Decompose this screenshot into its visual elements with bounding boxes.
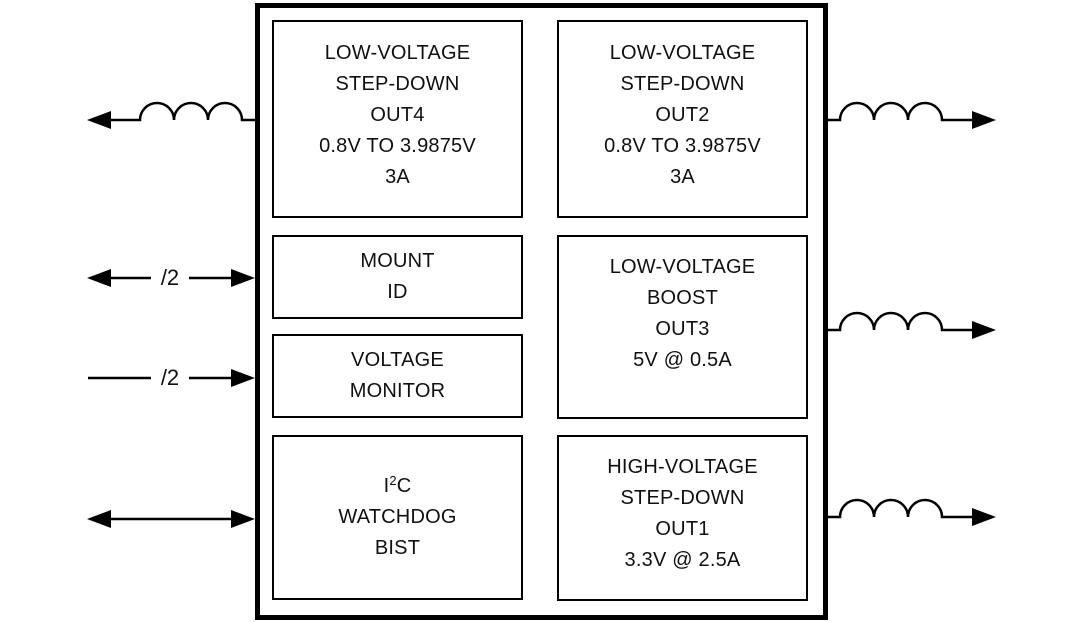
out1-inductor-wire xyxy=(828,492,998,542)
voltage-monitor-input-wire xyxy=(85,353,256,403)
block-boost-out3-line: BOOST xyxy=(646,287,718,309)
block-i2c-watchdog-bist xyxy=(272,435,523,600)
block-i2c-line: WATCHDOG xyxy=(338,506,457,528)
block-mount-id xyxy=(272,235,523,319)
mount-id-bus-wire xyxy=(85,253,256,303)
inductor-coil-icon xyxy=(828,103,972,120)
block-out2 xyxy=(557,20,808,218)
block-out4-line: STEP-DOWN xyxy=(335,72,460,95)
arrowhead-right-icon xyxy=(972,508,996,526)
block-out4-line: 3A xyxy=(385,165,410,188)
block-out2-line: LOW-VOLTAGE xyxy=(609,41,756,64)
inductor-coil-icon xyxy=(111,103,256,120)
block-boost-out3-line: LOW-VOLTAGE xyxy=(609,256,756,278)
block-out2-line: 0.8V TO 3.9875V xyxy=(604,134,761,157)
out3-inductor-wire xyxy=(828,305,998,355)
out2-inductor-wire xyxy=(828,95,998,145)
out4-inductor-wire xyxy=(85,95,256,145)
block-voltage-monitor xyxy=(272,334,523,418)
block-out1-line: HIGH-VOLTAGE xyxy=(607,456,758,478)
block-boost-out3-line: OUT3 xyxy=(655,318,710,340)
arrowhead-right-icon xyxy=(231,369,255,387)
block-i2c-line: BIST xyxy=(374,537,421,559)
block-out1-line: STEP-DOWN xyxy=(620,487,745,509)
block-out1-line: OUT1 xyxy=(655,518,710,540)
block-out4-line: 0.8V TO 3.9875V xyxy=(319,134,476,157)
i2c-text-part: C xyxy=(396,475,412,497)
block-out2-line: STEP-DOWN xyxy=(620,72,745,95)
arrowhead-right-icon xyxy=(231,510,255,528)
block-mount-id-line: ID xyxy=(387,281,408,303)
block-boost-out3 xyxy=(557,235,808,419)
block-out4-line: LOW-VOLTAGE xyxy=(324,41,471,64)
arrowhead-right-icon xyxy=(231,269,255,287)
arrowhead-left-icon xyxy=(87,111,111,129)
block-out4 xyxy=(272,20,523,218)
inductor-coil-icon xyxy=(828,500,972,517)
arrowhead-left-icon xyxy=(87,510,111,528)
i2c-superscript: 2 xyxy=(389,473,397,488)
block-boost-out3-line: 5V @ 0.5A xyxy=(633,349,732,371)
block-out4-line: OUT4 xyxy=(370,103,425,126)
block-out1-line: 3.3V @ 2.5A xyxy=(624,549,741,571)
i2c-text-part: I xyxy=(383,475,390,497)
arrowhead-right-icon xyxy=(972,111,996,129)
block-out1 xyxy=(557,435,808,601)
block-out2-line: 3A xyxy=(670,165,695,188)
block-i2c-title xyxy=(384,471,412,502)
block-mount-id-line: MOUNT xyxy=(360,250,435,272)
i2c-bus-wire xyxy=(85,494,256,544)
inductor-coil-icon xyxy=(828,313,972,330)
block-voltage-monitor-line: VOLTAGE xyxy=(351,349,444,371)
arrowhead-right-icon xyxy=(972,321,996,339)
block-out2-line: OUT2 xyxy=(655,103,710,126)
block-voltage-monitor-line: MONITOR xyxy=(349,380,446,402)
bus-width-label: /2 xyxy=(160,265,180,290)
bus-width-label: /2 xyxy=(160,365,180,390)
arrowhead-left-icon xyxy=(87,269,111,287)
